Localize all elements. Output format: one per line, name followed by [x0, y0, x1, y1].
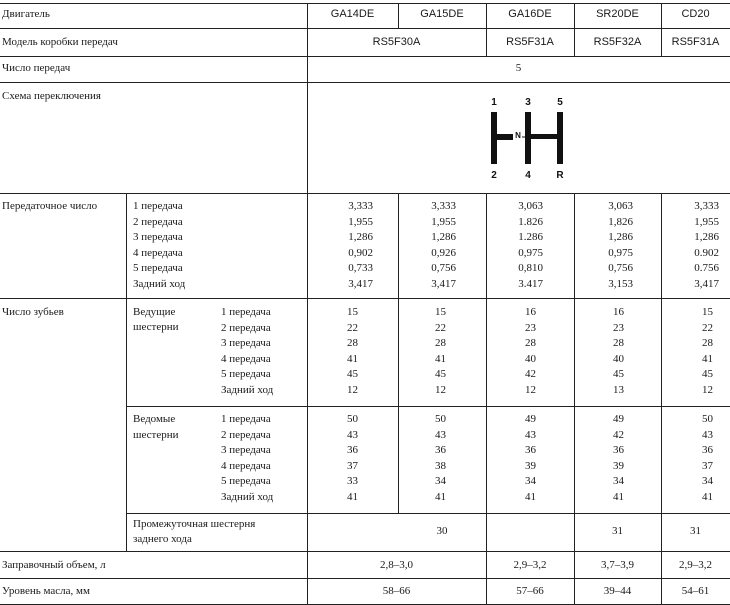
- value-cell: 1,286: [694, 231, 719, 243]
- gear-name: 4 передача: [221, 352, 271, 365]
- value-cell: 45: [347, 368, 358, 380]
- gear-r-label: R: [556, 170, 564, 180]
- value-cell: 41: [347, 352, 358, 365]
- oil-level-label: Уровень масла, мм: [2, 585, 90, 597]
- value-cell: 41: [702, 352, 713, 365]
- value-cell: 41: [435, 490, 446, 503]
- fill-volume-cd20: 2,9–3,2: [679, 559, 712, 571]
- gear-4-label: 4: [525, 170, 531, 180]
- value-cell: 1,286: [348, 231, 373, 243]
- value-cell: 1,286: [608, 231, 633, 243]
- value-cell: 3,333: [348, 200, 373, 212]
- gearbox-model-ga16: RS5F31A: [506, 36, 554, 48]
- rule: [0, 578, 730, 579]
- value-cell: 12: [435, 383, 446, 396]
- gear-name: Задний ход: [221, 383, 274, 396]
- gear-name: 3 передача: [133, 231, 183, 243]
- driving-gears-label-1: Ведущие: [133, 306, 176, 318]
- value-cell: 15: [347, 306, 358, 318]
- gear-name: 2 передача: [221, 428, 271, 441]
- rule: [126, 193, 127, 551]
- value-cell: 22: [347, 321, 358, 334]
- value-cell: 12: [347, 383, 358, 396]
- value-cell: 0,902: [348, 246, 373, 259]
- value-cell: 41: [613, 490, 624, 503]
- rule: [0, 551, 730, 552]
- value-cell: 0.756: [694, 262, 719, 274]
- value-cell: 0,756: [608, 262, 633, 274]
- value-cell: 37: [702, 459, 713, 472]
- gear-count-value: 5: [515, 62, 522, 74]
- value-cell: 3,417: [431, 277, 456, 290]
- gate-bar-2: [525, 112, 531, 164]
- driving-teeth-col-ga15de: [413, 305, 446, 398]
- value-cell: 16: [525, 306, 536, 318]
- gearbox-model-cd20: RS5F31A: [671, 36, 720, 48]
- value-cell: 13: [613, 383, 624, 396]
- gear-ratio-names: [133, 199, 185, 292]
- value-cell: 41: [435, 352, 446, 365]
- shift-pattern-diagram: [485, 94, 577, 180]
- gear-name: 1 передача: [133, 200, 183, 212]
- value-cell: 22: [702, 321, 713, 334]
- gear-3-label: 3: [525, 97, 531, 108]
- oil-level-sr20de: 39–44: [603, 585, 632, 597]
- idler-gear-label-2: заднего хода: [133, 533, 192, 545]
- oil-level-ga16de: 57–66: [516, 585, 544, 597]
- gate-bar-3: [557, 112, 563, 164]
- value-cell: 33: [347, 475, 358, 487]
- value-cell: 0,926: [431, 246, 456, 259]
- gate-cross-mid: [531, 134, 557, 139]
- value-cell: 3,417: [694, 277, 719, 290]
- driving-gear-names: [221, 305, 273, 398]
- gear-name: 4 передача: [221, 459, 271, 472]
- value-cell: 45: [435, 368, 446, 380]
- value-cell: 50: [435, 413, 446, 425]
- engine-cd20: CD20: [681, 8, 710, 20]
- driven-teeth-col-ga14de: [325, 412, 358, 505]
- shift-pattern-label: Схема переключения: [2, 90, 101, 102]
- engine-ga15de: GA15DE: [420, 8, 464, 20]
- engine-sr20de: SR20DE: [596, 8, 639, 20]
- rule: [126, 406, 730, 407]
- fill-volume-ga14-15: 2,8–3,0: [380, 559, 413, 571]
- gear-ratio-col-cd20: [666, 199, 719, 292]
- rule: [486, 193, 487, 604]
- gear-ratio-col-ga16de: [490, 199, 543, 292]
- value-cell: 37: [347, 459, 358, 472]
- rule: [0, 193, 730, 194]
- fill-volume-sr20de: 3,7–3,9: [601, 559, 634, 571]
- value-cell: 45: [613, 368, 624, 380]
- rule: [126, 513, 730, 514]
- value-cell: 50: [702, 413, 713, 425]
- value-cell: 3,063: [608, 200, 633, 212]
- value-cell: 3,417: [348, 277, 373, 290]
- gear-name: 4 передача: [133, 246, 183, 259]
- value-cell: 43: [702, 428, 713, 441]
- rule: [0, 28, 730, 29]
- driven-gears-label-2: шестерни: [133, 429, 179, 441]
- gear-ratio-col-ga14de: [320, 199, 373, 292]
- value-cell: 36: [525, 444, 536, 456]
- value-cell: 12: [525, 383, 536, 396]
- value-cell: 0,975: [608, 246, 633, 259]
- rule: [0, 82, 730, 83]
- value-cell: 1.286: [518, 231, 543, 243]
- gear-name: 1 передача: [221, 413, 271, 425]
- engine-ga16de: GA16DE: [508, 8, 552, 20]
- teeth-label: Число зубьев: [2, 306, 64, 318]
- driving-teeth-col-cd20: [680, 305, 713, 398]
- value-cell: 39: [525, 459, 536, 472]
- gear-name: 2 передача: [221, 321, 271, 334]
- value-cell: 22: [435, 321, 446, 334]
- gear-ratio-col-ga15de: [403, 199, 456, 292]
- rule: [0, 56, 730, 57]
- value-cell: 28: [613, 337, 624, 349]
- gear-5-label: 5: [557, 97, 563, 108]
- value-cell: 1,826: [608, 215, 633, 228]
- idler-gear-label-1: Промежуточная шестерня: [133, 518, 256, 530]
- value-cell: 38: [435, 459, 446, 472]
- value-cell: 28: [347, 337, 358, 349]
- value-cell: 1,286: [431, 231, 456, 243]
- driven-gear-names: [221, 412, 273, 505]
- value-cell: 34: [702, 475, 713, 487]
- rule: [661, 193, 662, 604]
- value-cell: 36: [613, 444, 624, 456]
- gear-name: 5 передача: [221, 475, 271, 487]
- neutral-label: N: [515, 131, 521, 140]
- value-cell: 0,810: [518, 262, 543, 274]
- value-cell: 28: [525, 337, 536, 349]
- value-cell: 36: [435, 444, 446, 456]
- value-cell: 34: [613, 475, 624, 487]
- value-cell: 42: [525, 368, 536, 380]
- value-cell: 1,955: [431, 215, 456, 228]
- value-cell: 45: [702, 368, 713, 380]
- driven-teeth-col-sr20de: [591, 412, 624, 505]
- driven-teeth-col-cd20: [680, 412, 713, 505]
- value-cell: 49: [613, 413, 624, 425]
- gear-count-label: Число передач: [2, 62, 71, 74]
- value-cell: 34: [525, 475, 536, 487]
- oil-level-cd20: 54–61: [681, 585, 710, 597]
- value-cell: 49: [525, 413, 536, 425]
- rule: [0, 298, 730, 299]
- value-cell: 1,955: [694, 215, 719, 228]
- rule: [307, 3, 308, 604]
- value-cell: 40: [525, 352, 536, 365]
- value-cell: 43: [435, 428, 446, 441]
- value-cell: 50: [347, 413, 358, 425]
- driving-teeth-col-ga14de: [325, 305, 358, 398]
- gear-name: Задний ход: [133, 277, 186, 290]
- gearbox-model-label: Модель коробки передач: [2, 36, 118, 48]
- gear-name: Задний ход: [221, 490, 274, 503]
- rule: [398, 193, 399, 513]
- gear-ratio-col-sr20de: [580, 199, 633, 292]
- value-cell: 41: [525, 490, 536, 503]
- driving-teeth-col-sr20de: [591, 305, 624, 398]
- engine-ga14de: GA14DE: [330, 8, 375, 20]
- rule: [574, 193, 575, 604]
- value-cell: 41: [347, 490, 358, 503]
- value-cell: 1.826: [518, 215, 543, 228]
- gear-name: 2 передача: [133, 215, 183, 228]
- value-cell: 36: [347, 444, 358, 456]
- driven-teeth-col-ga15de: [413, 412, 446, 505]
- value-cell: 3,153: [608, 277, 633, 290]
- idler-teeth-ga14-16: 30: [436, 525, 448, 537]
- value-cell: 0.902: [694, 246, 719, 259]
- gearbox-model-sr20: RS5F32A: [593, 36, 642, 48]
- value-cell: 3,333: [431, 200, 456, 212]
- value-cell: 23: [525, 321, 536, 334]
- value-cell: 40: [613, 352, 624, 365]
- value-cell: 42: [613, 428, 624, 441]
- oil-level-ga14-15: 58–66: [382, 585, 411, 597]
- fill-volume-label: Заправочный объем, л: [2, 559, 106, 571]
- value-cell: 43: [347, 428, 358, 441]
- gear-ratio-label: Передаточное число: [2, 200, 98, 212]
- gate-cross-left: [497, 134, 513, 140]
- driven-teeth-col-ga16de: [503, 412, 536, 505]
- value-cell: 1,955: [348, 215, 373, 228]
- driving-gears-label-2: шестерни: [133, 321, 179, 333]
- value-cell: 15: [702, 306, 713, 318]
- value-cell: 0,756: [431, 262, 456, 274]
- value-cell: 34: [435, 475, 446, 487]
- value-cell: 41: [702, 490, 713, 503]
- gear-name: 3 передача: [221, 337, 271, 349]
- driven-gears-label-1: Ведомые: [133, 413, 176, 425]
- gear-name: 3 передача: [221, 444, 271, 456]
- value-cell: 28: [702, 337, 713, 349]
- rule: [0, 3, 730, 4]
- idler-teeth-sr20de: 31: [612, 525, 623, 537]
- value-cell: 23: [613, 321, 624, 334]
- gear-1-label: 1: [491, 97, 497, 108]
- value-cell: 3,063: [518, 200, 543, 212]
- gear-name: 5 передача: [133, 262, 183, 274]
- fill-volume-ga16de: 2,9–3,2: [513, 559, 547, 571]
- value-cell: 39: [613, 459, 624, 472]
- value-cell: 15: [435, 306, 446, 318]
- value-cell: 12: [702, 383, 713, 396]
- driving-teeth-col-ga16de: [503, 305, 536, 398]
- value-cell: 16: [613, 306, 624, 318]
- gearbox-model-ga14-15: RS5F30A: [372, 36, 421, 48]
- engine-label: Двигатель: [2, 8, 50, 20]
- value-cell: 36: [702, 444, 713, 456]
- idler-teeth-cd20: 31: [690, 525, 701, 537]
- value-cell: 28: [435, 337, 446, 349]
- value-cell: 3.417: [518, 277, 543, 290]
- gear-2-label: 2: [491, 170, 497, 180]
- gear-name: 5 передача: [221, 368, 271, 380]
- value-cell: 0,733: [348, 262, 373, 274]
- value-cell: 3,333: [694, 200, 719, 212]
- gate-bar-1: [491, 112, 497, 164]
- value-cell: 0,975: [518, 246, 543, 259]
- gear-name: 1 передача: [221, 306, 271, 318]
- value-cell: 43: [525, 428, 536, 441]
